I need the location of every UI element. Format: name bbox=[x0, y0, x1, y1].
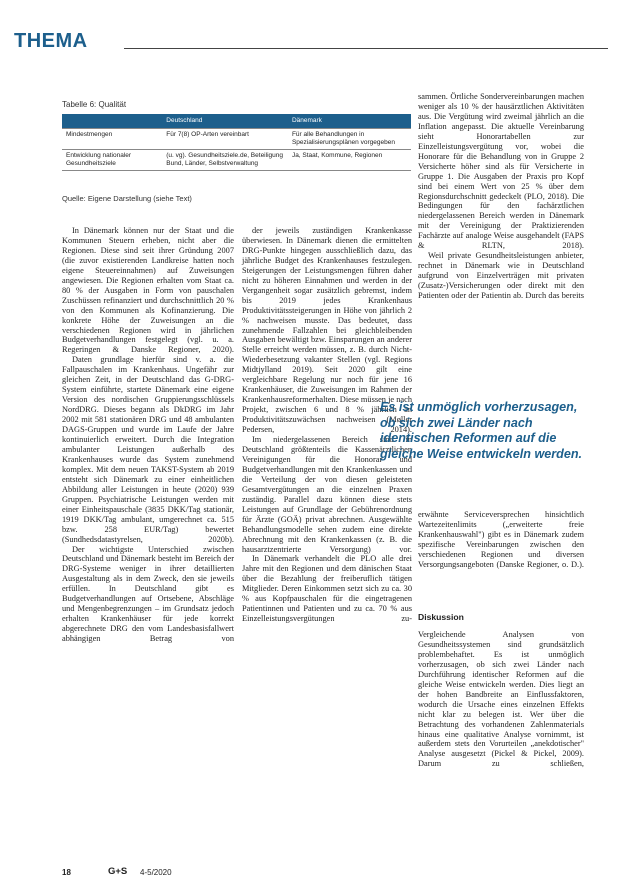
table-cell: Ja, Staat, Kommune, Regionen bbox=[288, 150, 411, 171]
text-column-3-middle bbox=[418, 510, 584, 570]
paragraph: Der wichtigste Unterschied zwischen Deutschland und Dänemark besteht im Bereich der DRG-Systeme weniger in ihrer detaillierten Ausgestaltung als in dem Zweck, den sie jeweils erfüllen. In Deutschland gibt es Budgetverhandlungen auf Ortsebene, Abschläge und Mengenbegrenzungen – im Grundsatz jedoch erhalten Krankenhäuser für jede korrekt abgerechnete DRG den vom Landesbasisfallwert abhängigen Betrag von bbox=[62, 544, 234, 644]
table-caption: Tabelle 6: Qualität bbox=[62, 100, 127, 109]
header-rule bbox=[124, 48, 608, 49]
issue-number: 4-5/2020 bbox=[140, 868, 172, 877]
section-heading: Diskussion bbox=[418, 612, 464, 622]
table-cell: Entwicklung nationaler Gesundheitsziele bbox=[62, 150, 162, 171]
paragraph: In Dänemark verhandelt die PLO alle drei Jahre mit den Regionen und dem dänischen Staat über die Bezahlung der freiberuflich tätigen Mitglieder. Deren Einkommen setzt sich zu ca. 30 % aus Kopfpauschalen für die eingetragenen Patientinnen und Patienten und zu ca. 70 % aus Einzelleistungsvergütungen zu- bbox=[242, 554, 412, 624]
pull-quote: Es ist unmöglich vorherzusagen, ob sich zwei Länder nach identischen Reformen auf die gleiche Weise entwickeln werden. bbox=[380, 400, 583, 461]
table-header-cell: Dänemark bbox=[288, 114, 411, 129]
paragraph: Im niedergelassenen Bereich sind in Deutschland größtenteils die Kassenärztlichen Vereinigungen für die Honorar- und Budgetverhandlungen mit den Krankenkassen und die Verteilung der von diesen geleisteten Gesamtvergütungen an die einzelnen Praxen zuständig. Parallel dazu können diese stets Leistungen auf Grundlage der Gebührenordnung für Ärzte (GOÄ) privat abrechnen. Ausgewählte Behandlungsmodelle sehen zudem eine direkte Abrechnung mit den Krankenkassen (z. B. die hausarztzentrierte Versorgung) vor. bbox=[242, 435, 412, 554]
paragraph: Daten grundlage hierfür sind v. a. die Fallpauschalen im Krankenhaus. Ungefähr zur gleichen Zeit, in der Deutschland das G-DRG-System einführte, startete Dänemark eine eigene Version des nordischen Gruppierungsschlüssels NordDRG. Dieses begann als DkDRG im Jahr 2002 mit 581 stationären DRG und 48 ambulanten DAGS-Gruppen und wurde im Laufe der Jahre kontinuierlich erweitert. Durch die Integration ambulanter Leistungen außerhalb des Krankenhauses wurde das System zunehmend komplex. Mit dem neuen TAKST-System ab 2019 entsteht sich Dänemark zu einer einheitlichen Abbildung aller Leistungen in heute (2020) 939 Gruppen. Psychiatrische Leistungen werden mit einer Einheitspauschale (3835 DKK/Tag stationär, 1919 DKK/Tag ambulant, umgerechnet ca. 515 bzw. 258 EUR/Tag) bewertet (Sundhedsdatastyrelsen, 2020b). bbox=[62, 355, 234, 544]
text-column-3-top bbox=[418, 92, 584, 384]
table-cell: (u. vg). Gesundheitsziele.de, Beteiligung Bund, Länder, Selbstverwaltung bbox=[162, 150, 288, 171]
table-header-cell bbox=[62, 114, 162, 129]
table-header-cell: Deutschland bbox=[162, 114, 288, 129]
journal-logo: G+S bbox=[108, 866, 128, 877]
page-number: 18 bbox=[62, 868, 71, 877]
paragraph: Weil private Gesundheitsleistungen anbieter, rechnet in Dänemark wie in Deutschland aufgrund von Einzelverträgen mit privaten (Zusatz-)Versicherungen oder direkt mit den Patienten oder der Patientin ab. Durch das bereits bbox=[418, 251, 584, 301]
table-cell: Für 7(8) OP-Arten vereinbart bbox=[162, 129, 288, 150]
table-row bbox=[62, 129, 411, 150]
text-column-2 bbox=[242, 226, 412, 856]
paragraph: sammen. Örtliche Sondervereinbarungen machen weniger als 10 % der hausärztlichen Aktivitäten aus. Die Vergütung wird zweimal jährlich an die Inflation angepasst. Die aktuelle Vereinbarung sieht Honorartabellen zur Einzelleistungsvergütung vor, wobei die Honorare für die Behandlung von in Gruppe 2 Versicherte höher sind als für Versicherte in Gruppe 1. Die Ausgaben der Praxis pro Kopf sind bei einem Wert von 25 % über dem Regionsdurchschnitt gedeckelt (PLO, 2018). Die Bedingungen für den fachärztlichen niedergelassenen Bereich werden in Dänemark mit der Vereinigung der Praktizierenden Fachärzte auf analoge Weise ausgehandelt (FAPS & RLTN, 2018). bbox=[418, 92, 584, 251]
paragraph: der jeweils zuständigen Krankenkasse überwiesen. In Dänemark dienen die ermittelten DRG-Punkte hingegen ausschließlich dazu, das jährliche Budget des Krankenhauses festzulegen. Steigerungen der Leistungsmengen führen daher nicht zu höheren Einnahmen und werden in der Vergangenheit sogar zusätzlich gebremst, indem bis 2019 jedes Krankenhaus Produktivitätssteigerungen in Höhe von jährlich 2 % nachweisen musste. Das bedeutet, dass zunehmende Fallzahlen bei gleichbleibenden Ausgaben bewältigt bzw. Einsparungen an anderer Stelle erreicht werden müssen, z. B. durch Nicht-Wiederbesetzung vakanter Stellen (vgl. Regions Midtjylland 2019). Seit 2020 gilt eine vergleichbare Regelung nur noch für jene 16 Krankenhäuser, die Zuweisungen im Rahmen der Krankenhausreformerhalten. Diese müssen je nach Projekt, zwischen 6 und 8 % jährlich an Produktivitätszuwächsen nachweisen (Møller Pedersen, 2014). bbox=[242, 226, 412, 435]
table-header-row bbox=[62, 114, 411, 129]
table-row bbox=[62, 150, 411, 171]
text-column-1 bbox=[62, 226, 234, 856]
quality-table bbox=[62, 114, 411, 171]
paragraph: In Dänemark können nur der Staat und die Kommunen Steuern erheben, nicht aber die Regionen. Diese sind seit ihrer Gründung 2007 (die zuvor existierenden Landkreise hatten noch eigene Steuereinnahmen) auf Zuweisungen angewiesen. Die Regionen erhalten vom Staat ca. 80 % der Ausgaben in Form von pauschalen Zuschüssen refinanziert und durchschnittlich 20 % von den Kommunen als Kofinanzierung. Die konkrete Höhe der Zuweisungen an die verschiedenen Regionen wird in jährlichen Budgetverhandlungen festgelegt (vgl. u. a. Regeringen & Danske Regioner, 2020). bbox=[62, 226, 234, 355]
paragraph: Vergleichende Analysen von Gesundheitssystemen sind grundsätzlich problembehaftet. Es ist unmöglich vorherzusagen, ob sich zwei Länder nach Durchführung identischer Reformen auf die gleiche Weise entwickeln werden. Dies liegt an der hohen Bandbreite an Einflussfaktoren, wodurch die Ursache eines einzelnen Effekts nicht klar zu belegen ist. Wer über die Betrachtung des vorhandenen Zahlenmaterials hinaus eine qualitative Analyse vornimmt, ist außerdem stets den Vorurteilen „anekdotischer" Analyse ausgesetzt (Pickel & Pickel, 2009). Darum zu schließen, bbox=[418, 630, 584, 769]
table-cell: Für alle Behandlungen in Spezialisierungsplänen vorgegeben bbox=[288, 129, 411, 150]
table-cell: Mindestmengen bbox=[62, 129, 162, 150]
paragraph: erwähnte Serviceversprechen hinsichtlich Wartezeitenlimits („erweiterte freie Krankenhauswahl") gibt es in Dänemark zudem spezifische Vereinbarungen zwischen den verschiedenen Regionen und diversen Versorgungsangeboten (Danske Regioner, o. D.). bbox=[418, 510, 584, 569]
text-column-3-bottom bbox=[418, 630, 584, 858]
section-title: THEMA bbox=[14, 30, 88, 52]
table-source: Quelle: Eigene Darstellung (siehe Text) bbox=[62, 194, 192, 203]
